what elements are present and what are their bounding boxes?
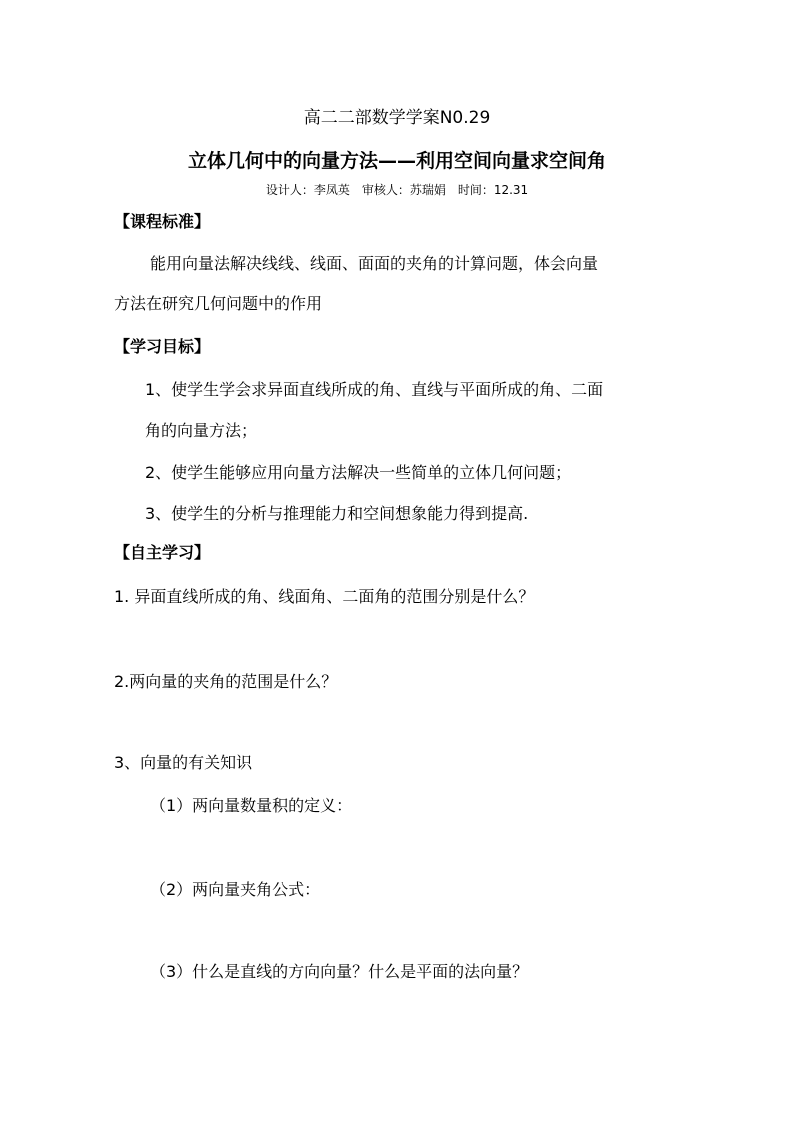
document-title: 高二二部数学学案N0.29 (303, 108, 491, 128)
self-study-question-2: 2.两向量的夹角的范围是什么？ (114, 672, 338, 691)
self-study-question-1: 1. 异面直线所成的角、线面角、二面角的范围分别是什么？ (114, 587, 535, 606)
section-heading-self-study: 【自主学习】 (114, 543, 211, 562)
standard-text-line-2: 方法在研究几何问题中的作用 (114, 294, 323, 313)
self-study-question-3-sub-1: （1）两向量数量积的定义： (150, 796, 353, 815)
self-study-question-3-sub-3: （3）什么是直线的方向向量？什么是平面的法向量？ (150, 962, 529, 981)
goal-item-1-line-1: 1、使学生学会求异面直线所成的角、直线与平面所成的角、二面 (145, 380, 604, 399)
goal-item-1-line-2: 角的向量方法； (145, 421, 258, 440)
document-credits: 设计人：李凤英 审核人：苏瑞娟 时间：12.31 (265, 183, 529, 197)
section-heading-goals: 【学习目标】 (114, 337, 211, 356)
document-subtitle: 立体几何中的向量方法——利用空间向量求空间角 (187, 150, 606, 172)
self-study-question-3-sub-2: （2）两向量夹角公式： (150, 880, 321, 899)
section-heading-standard: 【课程标准】 (114, 212, 211, 231)
goal-item-3: 3、使学生的分析与推理能力和空间想象能力得到提高. (145, 504, 529, 523)
goal-item-2: 2、使学生能够应用向量方法解决一些简单的立体几何问题； (145, 463, 572, 482)
self-study-question-3: 3、向量的有关知识 (114, 753, 253, 772)
standard-text-line-1: 能用向量法解决线线、线面、面面的夹角的计算问题，体会向量 (150, 254, 599, 273)
